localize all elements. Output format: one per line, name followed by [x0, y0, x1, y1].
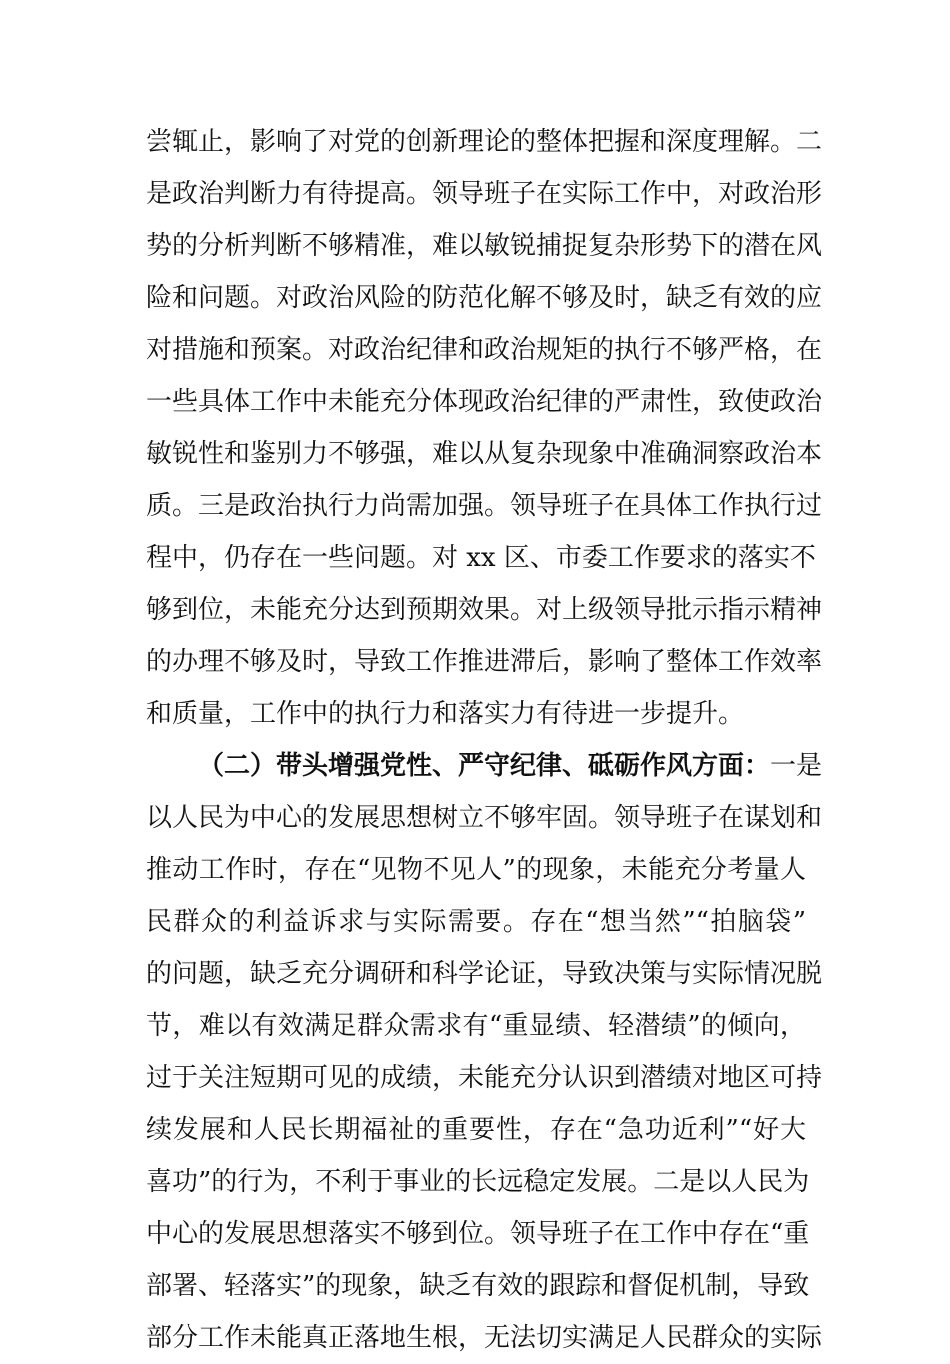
text-line: 部署、轻落实”的现象，缺乏有效的跟踪和督促机制，导致: [146, 1271, 810, 1301]
text-line: 民群众的利益诉求与实际需要。存在“想当然”“拍脑袋”: [146, 907, 806, 937]
text-line: 势的分析判断不够精准，难以敏锐捕捉复杂形势下的潜在风: [146, 231, 823, 261]
text-line: 敏锐性和鉴别力不够强，难以从复杂现象中准确洞察政治本: [146, 439, 823, 469]
paragraph-2: [146, 740, 823, 1364]
text-line: 够到位，未能充分达到预期效果。对上级领导批示指示精神: [146, 595, 823, 625]
text-line: 续发展和人民长期福祉的重要性，存在“急功近利”“好大: [146, 1115, 806, 1145]
text-line: 一些具体工作中未能充分体现政治纪律的严肃性，致使政治: [146, 387, 823, 417]
text-line: 过于关注短期可见的成绩，未能充分认识到潜绩对地区可持: [146, 1063, 823, 1093]
text-line: 的问题，缺乏充分调研和科学论证，导致决策与实际情况脱: [146, 959, 823, 989]
text-line: 节，难以有效满足群众需求有“重显绩、轻潜绩”的倾向，: [146, 1011, 806, 1041]
text-line: 是政治判断力有待提高。领导班子在实际工作中，对政治形: [146, 179, 823, 209]
text-line: 险和问题。对政治风险的防范化解不够及时，缺乏有效的应: [146, 283, 823, 313]
text-line: 尝辄止，影响了对党的创新理论的整体把握和深度理解。二: [146, 127, 823, 157]
text-line: 程中，仍存在一些问题。对 xx 区、市委工作要求的落实不: [146, 543, 816, 573]
text-line: 以人民为中心的发展思想树立不够牢固。领导班子在谋划和: [146, 803, 823, 833]
text-line: 和质量，工作中的执行力和落实力有待进一步提升。: [146, 699, 745, 729]
paragraph-1: [146, 116, 823, 740]
text-line: 的办理不够及时，导致工作推进滞后，影响了整体工作效率: [146, 647, 823, 677]
body-text: [146, 116, 823, 1364]
text-line: 中心的发展思想落实不够到位。领导班子在工作中存在“重: [146, 1219, 810, 1249]
text-line: 对措施和预案。对政治纪律和政治规矩的执行不够严格，在: [146, 335, 823, 365]
text-line: 推动工作时，存在“见物不见人”的现象，未能充分考量人: [146, 855, 806, 885]
section-heading: （二）带头增强党性、严守纪律、砥砺作风方面：: [198, 751, 771, 781]
text-line: 部分工作未能真正落地生根，无法切实满足人民群众的实际: [146, 1323, 823, 1353]
text-line: 喜功”的行为，不利于事业的长远稳定发展。二是以人民为: [146, 1167, 810, 1197]
text-line: 质。三是政治执行力尚需加强。领导班子在具体工作执行过: [146, 491, 823, 521]
section-heading-line: [146, 740, 823, 792]
heading-line-text: 一是: [770, 751, 823, 781]
